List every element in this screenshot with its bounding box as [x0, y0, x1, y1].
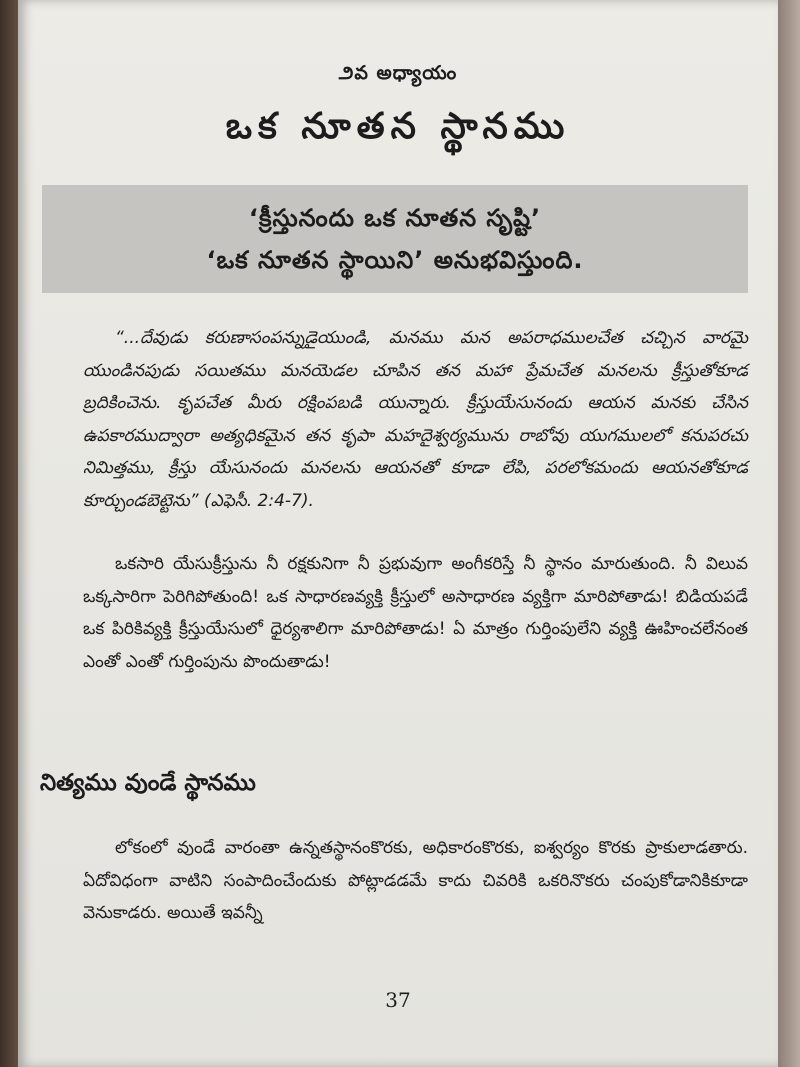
paragraph-2: లోకంలో వుండే వారంతా ఉన్నతస్థానంకొరకు, అధికారంకొరకు, ఐశ్వర్యం కొరకు ప్రాకులాడతారు. ఏదోవిధంగా వాటిని సంపాదించేందుకు పోట్లాడడమే కాదు చివరికి ఒకరినొకరు చంపుకోడానికికూడా వెనుకాడరు. అయితే ఇవన్నీ — [83, 838, 748, 923]
chapter-title: ఒక నూతన స్థానము — [225, 106, 571, 147]
scripture-quote: “...దేవుడు కరుణాసంపన్నుడైయుండి, మనము మన అపరాధములచేత చచ్చిన వారమై యుండినపుడు సయితము మనయెడల చూపిన తన మహా ప్రేమచేత మనలను క్రీస్తుతోకూడ బ్రదికించెను. కృపచేత మీరు రక్షింపబడి యున్నారు. క్రీస్తుయేసునందు ఆయన మనకు చేసిన ఉపకారముద్వారా అత్యధికమైన తన కృపా మహదైశ్వర్యమును రాబోవు యుగములలో కనుపరచు నిమిత్తము, క్రీస్తు యేసునందు మనలను ఆయనతో కూడా లేపి, పరలోకమందు ఆయనతోకూడ కూర్చుండబెట్టెను” (ఎఫెసీ. 2:4-7). — [83, 328, 748, 511]
chapter-number: ౨వ అధ్యాయం — [338, 62, 458, 84]
section-heading: నిత్యము వుండే స్థానము — [40, 770, 256, 796]
highlight-box — [42, 185, 748, 293]
highlight-line-1: ‘క్రీస్తునందు ఒక నూతన సృష్టి’ — [248, 204, 542, 232]
highlight-line-2: ‘ఒక నూతన స్థాయిని’ అనుభవిస్తుంది. — [206, 246, 584, 274]
book-page — [18, 0, 778, 1067]
page-number: 37 — [385, 988, 411, 1012]
paragraph-1: ఒకసారి యేసుక్రీస్తును నీ రక్షకునిగా నీ ప్రభువుగా అంగీకరిస్తే నీ స్థానం మారుతుంది. నీ విలువ ఒక్కసారిగా పెరిగిపోతుంది! ఒక సాధారణవ్యక్తి క్రీస్తులో అసాధారణ వ్యక్తిగా మారిపోతాడు! బిడియపడే ఒక పిరికివ్యక్తి క్రీస్తుయేసులో ధైర్యశాలిగా మారిపోతాడు! ఏ మాత్రం గుర్తింపులేని వ్యక్తి ఊహించలేనంత ఎంతో ఎంతో గుర్తింపును పొందుతాడు! — [83, 554, 748, 672]
book-edge — [776, 0, 800, 1067]
